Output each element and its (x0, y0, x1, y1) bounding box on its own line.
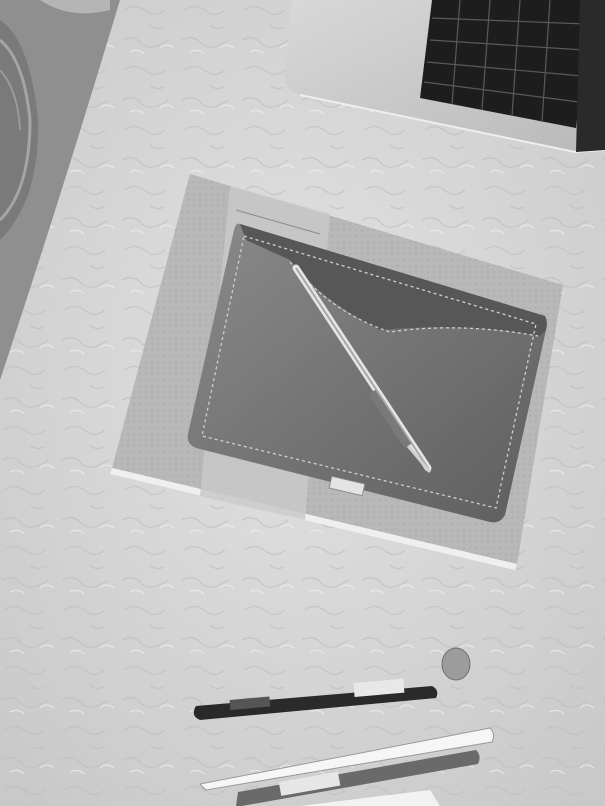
wallet-embossed-text: dot (458, 387, 489, 425)
eraser (442, 648, 470, 680)
